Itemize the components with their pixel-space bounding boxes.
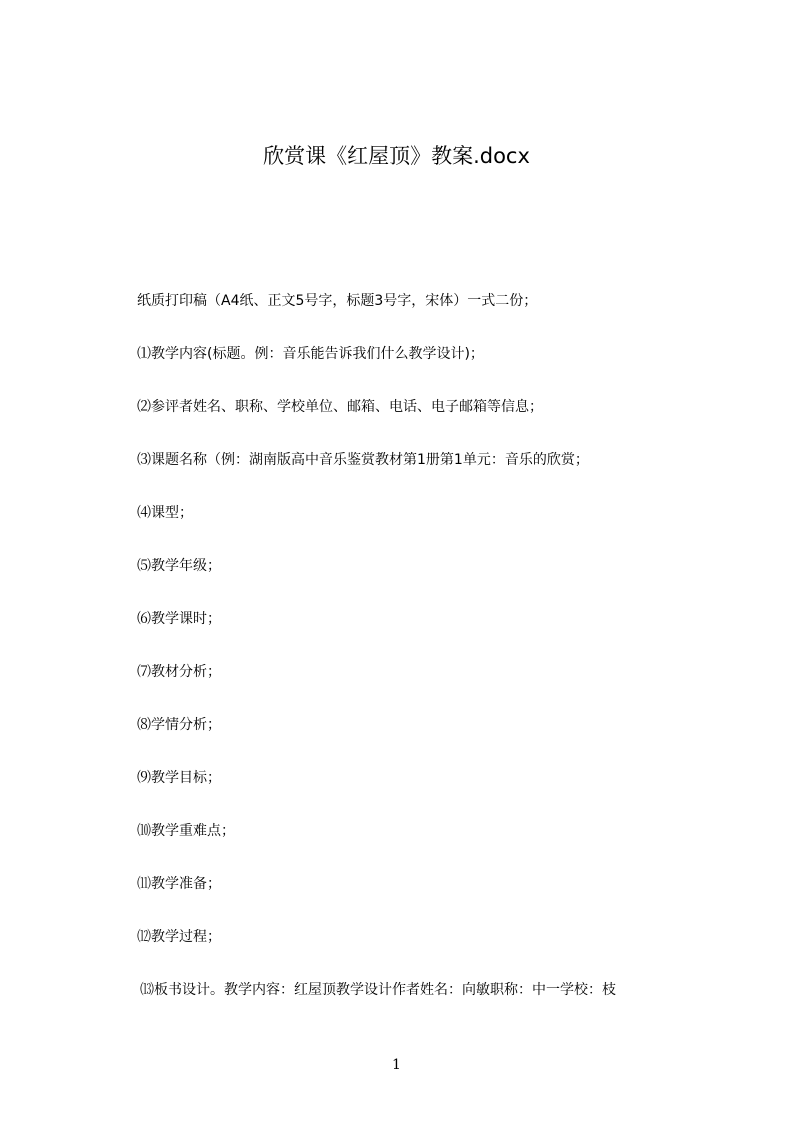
list-item: ⑶课题名称（例：湖南版高中音乐鉴赏教材第1册第1单元：音乐的欣赏； (137, 452, 589, 468)
document-body (137, 289, 737, 1031)
list-item: ⑽教学重难点； (137, 823, 235, 839)
list-item: ⑴教学内容(标题。例：音乐能告诉我们什么教学设计)； (137, 346, 484, 362)
list-item: ⑼教学目标； (137, 770, 221, 786)
list-item: ⑷课型； (137, 505, 193, 521)
list-item: ⒀板书设计。教学内容：红屋顶教学设计作者姓名：向敏职称：中一学校：枝 (140, 982, 616, 998)
list-item: ⑵参评者姓名、职称、学校单位、邮箱、电话、电子邮箱等信息； (137, 399, 543, 415)
list-item: ⑻学情分析； (137, 717, 221, 733)
intro-paragraph: 纸质打印稿（A4纸、正文5号字，标题3号字，宋体）一式二份； (137, 293, 538, 309)
list-item: ⑸教学年级； (137, 558, 221, 574)
list-item: ⑺教材分析； (137, 664, 221, 680)
document-title: 欣赏课《红屋顶》教案.docx (263, 144, 530, 168)
list-item: ⑿教学过程； (137, 929, 221, 945)
list-item: ⑹教学课时； (137, 611, 221, 627)
page-number: 1 (392, 1057, 401, 1073)
list-item: ⑾教学准备； (137, 876, 221, 892)
